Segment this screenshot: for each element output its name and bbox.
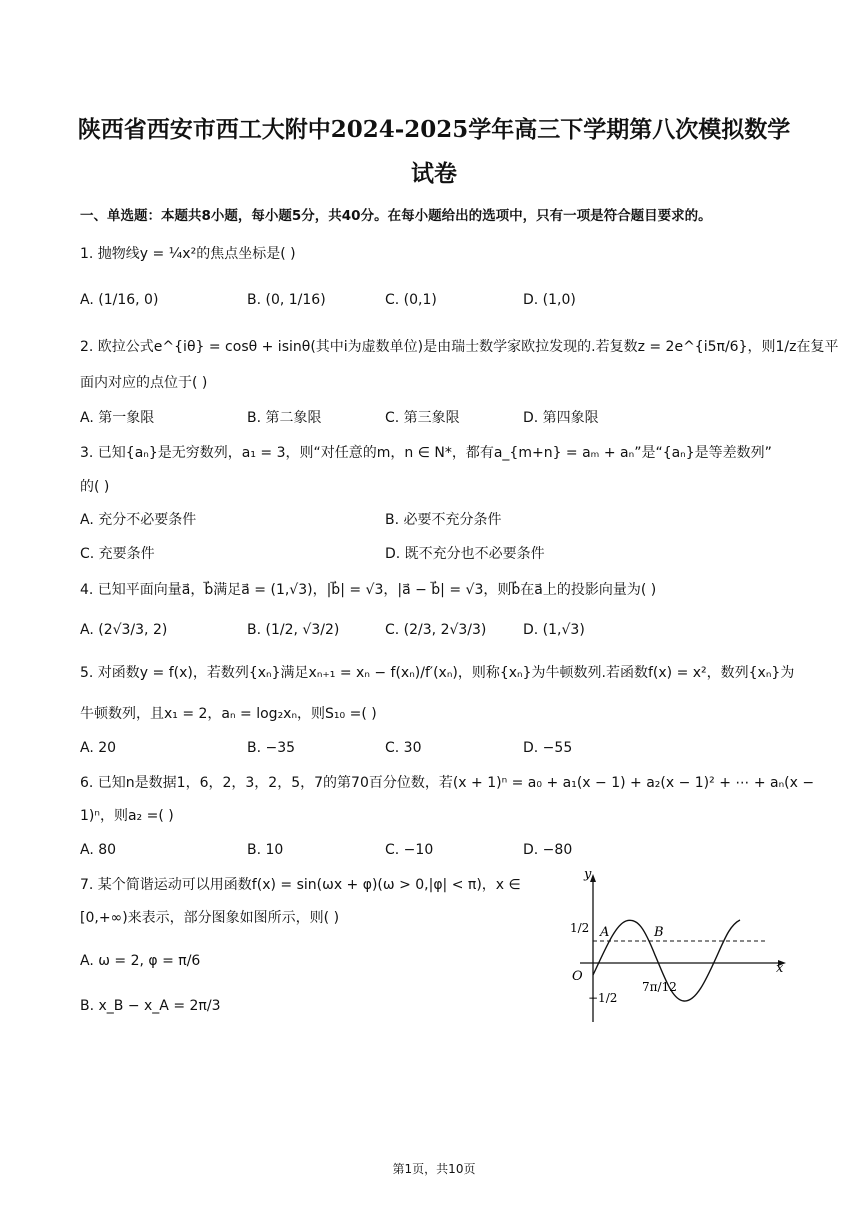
seven-pi-twelve-label: 7π/12 [642,980,677,994]
q1-option-a: A. (1/16, 0) [80,292,159,308]
q3-option-b: B. 必要不充分条件 [385,512,502,528]
question-3-line-1: 3. 已知{aₙ}是无穷数列，a₁ = 3，则“对任意的m，n ∈ N*，都有a_{m+n} = aₘ + aₙ”是“{aₙ}是等差数列” [80,445,772,461]
q5-option-a: A. 20 [80,740,117,756]
point-b-label: B [654,925,664,940]
y-axis-label: y [584,870,592,882]
question-5-line-1: 5. 对函数y = f(x)，若数列{xₙ}满足xₙ₊₁ = xₙ − f(xₙ)/f′(xₙ)，则称{xₙ}为牛顿数列.若函数f(x) = x²，数列{xₙ}为 [80,665,795,681]
question-6-line-1: 6. 已知n是数据1，6，2，3，2，5，7的第70百分位数，若(x + 1)ⁿ = a₀ + a₁(x − 1) + a₂(x − 1)² + ⋯ + aₙ(x − [80,775,815,791]
q2-option-b: B. 第二象限 [247,410,322,426]
question-6-line-2: 1)ⁿ，则a₂ =( ) [80,808,174,824]
q1-option-b: B. (0, 1/16) [247,292,326,308]
title-line-2: 试卷 [411,160,457,187]
q4-option-a: A. (2√3/3, 2) [80,622,168,638]
q1-option-c: C. (0,1) [385,292,437,308]
document-title [40,108,828,196]
q5-option-d: D. −55 [523,740,573,756]
section-header: 一、单选题：本题共8小题，每小题5分，共40分。在每小题给出的选项中，只有一项是符合题目要求的。 [80,208,712,224]
q2-option-d: D. 第四象限 [523,410,599,426]
x-axis-label: x [776,961,784,976]
q2-option-c: C. 第三象限 [385,410,460,426]
q3-option-a: A. 充分不必要条件 [80,512,197,528]
q1-option-d: D. (1,0) [523,292,576,308]
q2-option-a: A. 第一象限 [80,410,155,426]
sine-graph [560,870,790,1030]
question-1: 1. 抛物线y = ¼x²的焦点坐标是( ) [80,246,296,262]
q5-option-c: C. 30 [385,740,422,756]
point-a-label: A [600,925,610,940]
q6-option-c: C. −10 [385,842,434,858]
question-2-line-2: 面内对应的点位于( ) [80,375,208,391]
q3-option-c: C. 充要条件 [80,546,155,562]
question-7-line-2: [0,+∞)来表示，部分图象如图所示，则( ) [80,910,340,926]
question-5-line-2: 牛顿数列，且x₁ = 2，aₙ = log₂xₙ，则S₁₀ =( ) [80,706,377,722]
question-3-line-2: 的( ) [80,479,110,495]
q5-option-b: B. −35 [247,740,296,756]
question-4: 4. 已知平面向量a⃗，b⃗满足a⃗ = (1,√3)，|b⃗| = √3，|a⃗ − b⃗| = √3，则b⃗在a⃗上的投影向量为( ) [80,582,657,598]
q6-option-a: A. 80 [80,842,117,858]
neg-half-label: −1/2 [588,991,618,1005]
origin-label: O [572,969,583,984]
page-footer: 第1页，共10页 [392,1162,476,1176]
q3-option-d: D. 既不充分也不必要条件 [385,546,545,562]
q7-option-a: A. ω = 2, φ = π/6 [80,953,201,969]
q4-option-b: B. (1/2, √3/2) [247,622,340,638]
title-line-1: 陕西省西安市西工大附中2024-2025学年高三下学期第八次模拟数学 [77,116,791,143]
q6-option-b: B. 10 [247,842,284,858]
question-7-line-1: 7. 某个简谐运动可以用函数f(x) = sin(ωx + φ)(ω > 0,|φ| < π)，x ∈ [80,877,521,893]
q6-option-d: D. −80 [523,842,573,858]
half-label: 1/2 [570,921,590,935]
q7-option-b: B. x_B − x_A = 2π/3 [80,998,221,1014]
q4-option-c: C. (2/3, 2√3/3) [385,622,487,638]
q4-option-d: D. (1,√3) [523,622,585,638]
question-2-line-1: 2. 欧拉公式e^{iθ} = cosθ + isinθ(其中i为虚数单位)是由瑞士数学家欧拉发现的.若复数z = 2e^{i5π/6}，则1/z在复平 [80,339,839,355]
